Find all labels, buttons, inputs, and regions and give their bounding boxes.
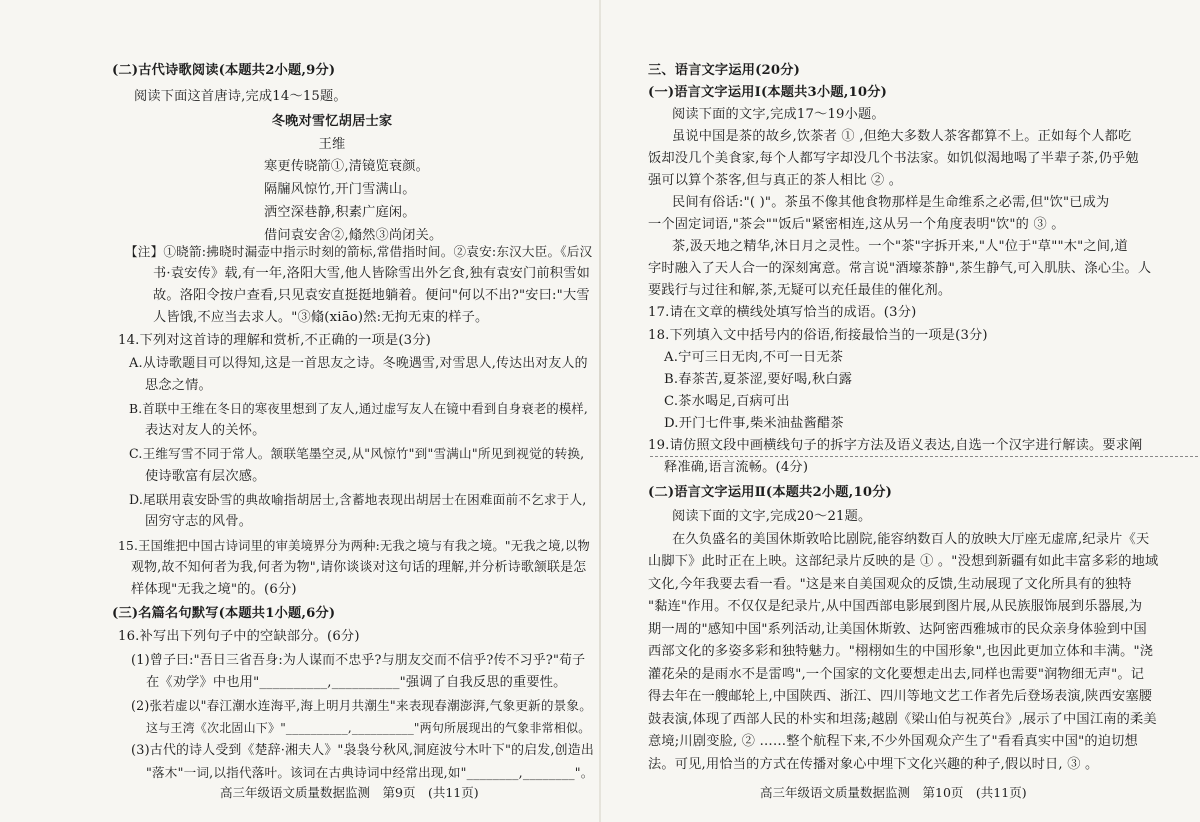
question-16-2: (2)张若虚以"春江潮水连海平,海上明月共潮生"来表现春潮澎湃,气象更新的景象。 bbox=[131, 698, 593, 713]
subsection-heading-1: (一)语言文字运用Ⅰ(本题共3小题,10分) bbox=[648, 85, 888, 100]
poetry-instruction: 阅读下面这首唐诗,完成14～15题。 bbox=[134, 89, 347, 104]
passage-line: 文化,今年我要去看一看。"这是来自美国观众的反馈,生动展现了文化所具有的独特 bbox=[648, 577, 1132, 592]
passage-line: 一个固定词语,"茶会""饭后"紧密相连,这从另一个角度表明"饮"的 ③ 。 bbox=[648, 217, 1065, 232]
poem-line: 寒更传晓箭①,清镜览衰颜。 bbox=[264, 159, 430, 174]
passage-line: 强可以算个茶客,但与真正的茶人相比 ② 。 bbox=[648, 173, 903, 188]
option-a-cont: 思念之情。 bbox=[145, 378, 212, 393]
option-b: B.首联中王维在冬日的寒夜里想到了友人,通过虚写友人在镜中看到自身衰老的模样, bbox=[129, 402, 588, 416]
poem-line: 隔牖风惊竹,开门雪满山。 bbox=[264, 182, 416, 197]
passage-line: 字时融入了天人合一的深刻寓意。常言说"酒壕茶静",茶生静气,可入肌肤、涤心尘。人 bbox=[648, 261, 1152, 276]
passage-line: 要践行与过往和解,茶,无疑可以充任最佳的催化剂。 bbox=[648, 283, 952, 298]
passage-line: 民间有俗话:"( )"。茶虽不像其他食物那样是生命维系之必需,但"饮"已成为 bbox=[672, 195, 1110, 210]
reading-instruction: 阅读下面的文字,完成17～19小题。 bbox=[672, 107, 885, 122]
poem-line: 洒空深巷静,积素广庭闲。 bbox=[264, 205, 416, 220]
option-c-cont: 使诗歌富有层次感。 bbox=[145, 469, 266, 484]
question-16-1-blank: 在《劝学》中也用"__________,__________"强调了自我反思的重要性。 bbox=[146, 675, 567, 690]
annotation-line: 人皆饿,不应当去求人。"③翛(xiāo)然:无拘无束的样子。 bbox=[153, 310, 489, 325]
question-18: 18.下列填入文中括号内的俗语,衔接最恰当的一项是(3分) bbox=[648, 328, 988, 343]
option-c: C.茶水喝足,百病可出 bbox=[664, 394, 790, 409]
passage-line: "黏连"作用。不仅仅是纪录片,从中国西部电影展到图片展,从民族服饰展到乐器展,为 bbox=[648, 599, 1143, 614]
poem-author: 王维 bbox=[318, 137, 346, 152]
passage-line: 灌花朵的是雨水不是雷鸣",一个国家的文化要想走出去,同样也需要"润物细无声"。记 bbox=[648, 667, 1145, 682]
question-16-2-blank: 这与王湾《次北固山下》"__________,__________"两句所展现出的气象非常相似。 bbox=[146, 721, 591, 735]
section-heading-recitation: (三)名篇名句默写(本题共1小题,6分) bbox=[112, 606, 336, 621]
passage-line: 饭却没几个美食家,每个人都写字却没几个书法家。如饥似渴地喝了半辈子茶,仍乎勉 bbox=[648, 151, 1139, 166]
question-16: 16.补写出下列句子中的空缺部分。(6分) bbox=[118, 629, 360, 644]
passage-line: 鼓表演,体现了西部人民的朴实和坦荡;越剧《梁山伯与祝英台》,展示了中国江南的柔美 bbox=[648, 712, 1157, 727]
option-d: D.开门七件事,柴米油盐酱醋茶 bbox=[664, 416, 844, 431]
passage-line: 在久负盛名的美国休斯敦哈比剧院,能容纳数百人的放映大厅座无虚席,纪录片《天 bbox=[672, 532, 1150, 547]
passage-line: 山脚下》此时正在上映。这部纪录片反映的是 ① 。"没想到新疆有如此丰富多彩的地域 bbox=[648, 554, 1159, 569]
section-heading-poetry: (二)古代诗歌阅读(本题共2小题,9分) bbox=[112, 63, 336, 78]
section-divider bbox=[650, 456, 1198, 457]
passage-line: 法。可见,用恰当的方式在传播对象心中埋下文化兴趣的种子,假以时日, ③ 。 bbox=[648, 757, 1099, 772]
question-14: 14.下列对这首诗的理解和赏析,不正确的一项是(3分) bbox=[118, 333, 431, 348]
passage-line: 西部文化的多姿多彩和独特魅力。"栩栩如生的中国形象",也因此更加立体和丰满。"浇 bbox=[648, 644, 1154, 659]
passage-line: 期一周的"感知中国"系列活动,让美国休斯敦、达阿密西雅城市的民众亲身体验到中国 bbox=[648, 622, 1147, 637]
question-19-cont: 释准确,语言流畅。(4分) bbox=[664, 460, 809, 475]
right-page bbox=[600, 0, 1200, 822]
annotation-line: 故。洛阳令按户查看,只见袁安直挺挺地躺着。便问"何以不出?"安曰:"大雪 bbox=[153, 288, 590, 303]
question-16-3-blank: "落木"一词,以指代落叶。该词在古典诗词中经常出现,如"________,________"。 bbox=[146, 765, 594, 780]
question-17: 17.请在文章的横线处填写恰当的成语。(3分) bbox=[648, 305, 917, 320]
section-heading-language: 三、语言文字运用(20分) bbox=[648, 63, 801, 78]
subsection-heading-2: (二)语言文字运用Ⅱ(本题共2小题,10分) bbox=[648, 485, 893, 500]
poem-line: 借问袁安舍②,翛然③尚闭关。 bbox=[264, 228, 443, 243]
question-15: 15.王国维把中国古诗词里的审美境界分为两种:无我之境与有我之境。"无我之境,以物 bbox=[118, 539, 590, 553]
option-c: C.王维写雪不同于常人。颔联笔墨空灵,从"风惊竹"到"雪满山"所见到视觉的转换, bbox=[129, 446, 585, 461]
passage-line: 虽说中国是茶的故乡,饮茶者 ① ,但绝大多数人茶客都算不上。正如每个人都吃 bbox=[672, 129, 1132, 144]
question-16-1: (1)曾子曰:"吾日三省吾身:为人谋而不忠乎?与朋友交而不信乎?传不习乎?"荀子 bbox=[131, 653, 586, 668]
option-a: A.从诗歌题目可以得知,这是一首思友之诗。冬晚遇雪,对雪思人,传达出对友人的 bbox=[129, 356, 588, 371]
question-15-cont: 样体现"无我之境"的。(6分) bbox=[131, 582, 297, 597]
option-b: B.春茶苦,夏茶涩,要好喝,秋白露 bbox=[664, 372, 853, 387]
passage-line: 得去年在一艘邮轮上,中国陕西、浙江、四川等地文艺工作者先后登场表演,陕西安塞腰 bbox=[648, 689, 1153, 704]
annotation-line: 书·袁安传》载,有一年,洛阳大雪,他人皆除雪出外乞食,独有袁安门前积雪如 bbox=[153, 266, 590, 281]
option-d: D.尾联用袁安卧雪的典故喻指胡居士,含蓄地表现出胡居士在困难面前不乞求于人, bbox=[129, 492, 587, 507]
reading-instruction: 阅读下面的文字,完成20～21题。 bbox=[672, 509, 872, 524]
page-footer: 高三年级语文质量数据监测 第9页 (共11页) bbox=[220, 785, 479, 800]
option-a: A.宁可三日无肉,不可一日无茶 bbox=[664, 350, 844, 365]
option-b-cont: 表达对友人的关怀。 bbox=[145, 423, 266, 438]
page-footer: 高三年级语文质量数据监测 第10页 (共11页) bbox=[760, 785, 1027, 800]
annotation-line: 【注】①晓箭:拂晓时漏壶中指示时刻的箭标,常借指时间。②袁安:东汉大臣。《后汉 bbox=[125, 244, 593, 259]
option-d-cont: 固穷守志的风骨。 bbox=[145, 514, 253, 529]
passage-line: 茶,汲天地之精华,沐日月之灵性。一个"茶"字拆开来,"人"位于"草""木"之间,道 bbox=[672, 239, 1128, 254]
passage-line: 意境;川剧变脸, ② ……整个航程下来,不少外国观众产生了"看看真实中国"的迫切想 bbox=[648, 734, 1138, 749]
question-19: 19.请仿照文段中画横线句子的拆字方法及语义表达,自选一个汉字进行解读。要求阐 bbox=[648, 438, 1143, 453]
question-15-cont: 观物,故不知何者为我,何者为物",请你谈谈对这句话的理解,并分析诗歌颔联是怎 bbox=[131, 560, 587, 575]
question-16-3: (3)古代的诗人受到《楚辞·湘夫人》"袅袅兮秋风,洞庭波兮木叶下"的启发,创造出 bbox=[131, 743, 594, 758]
poem-title: 冬晚对雪忆胡居士家 bbox=[271, 114, 393, 129]
